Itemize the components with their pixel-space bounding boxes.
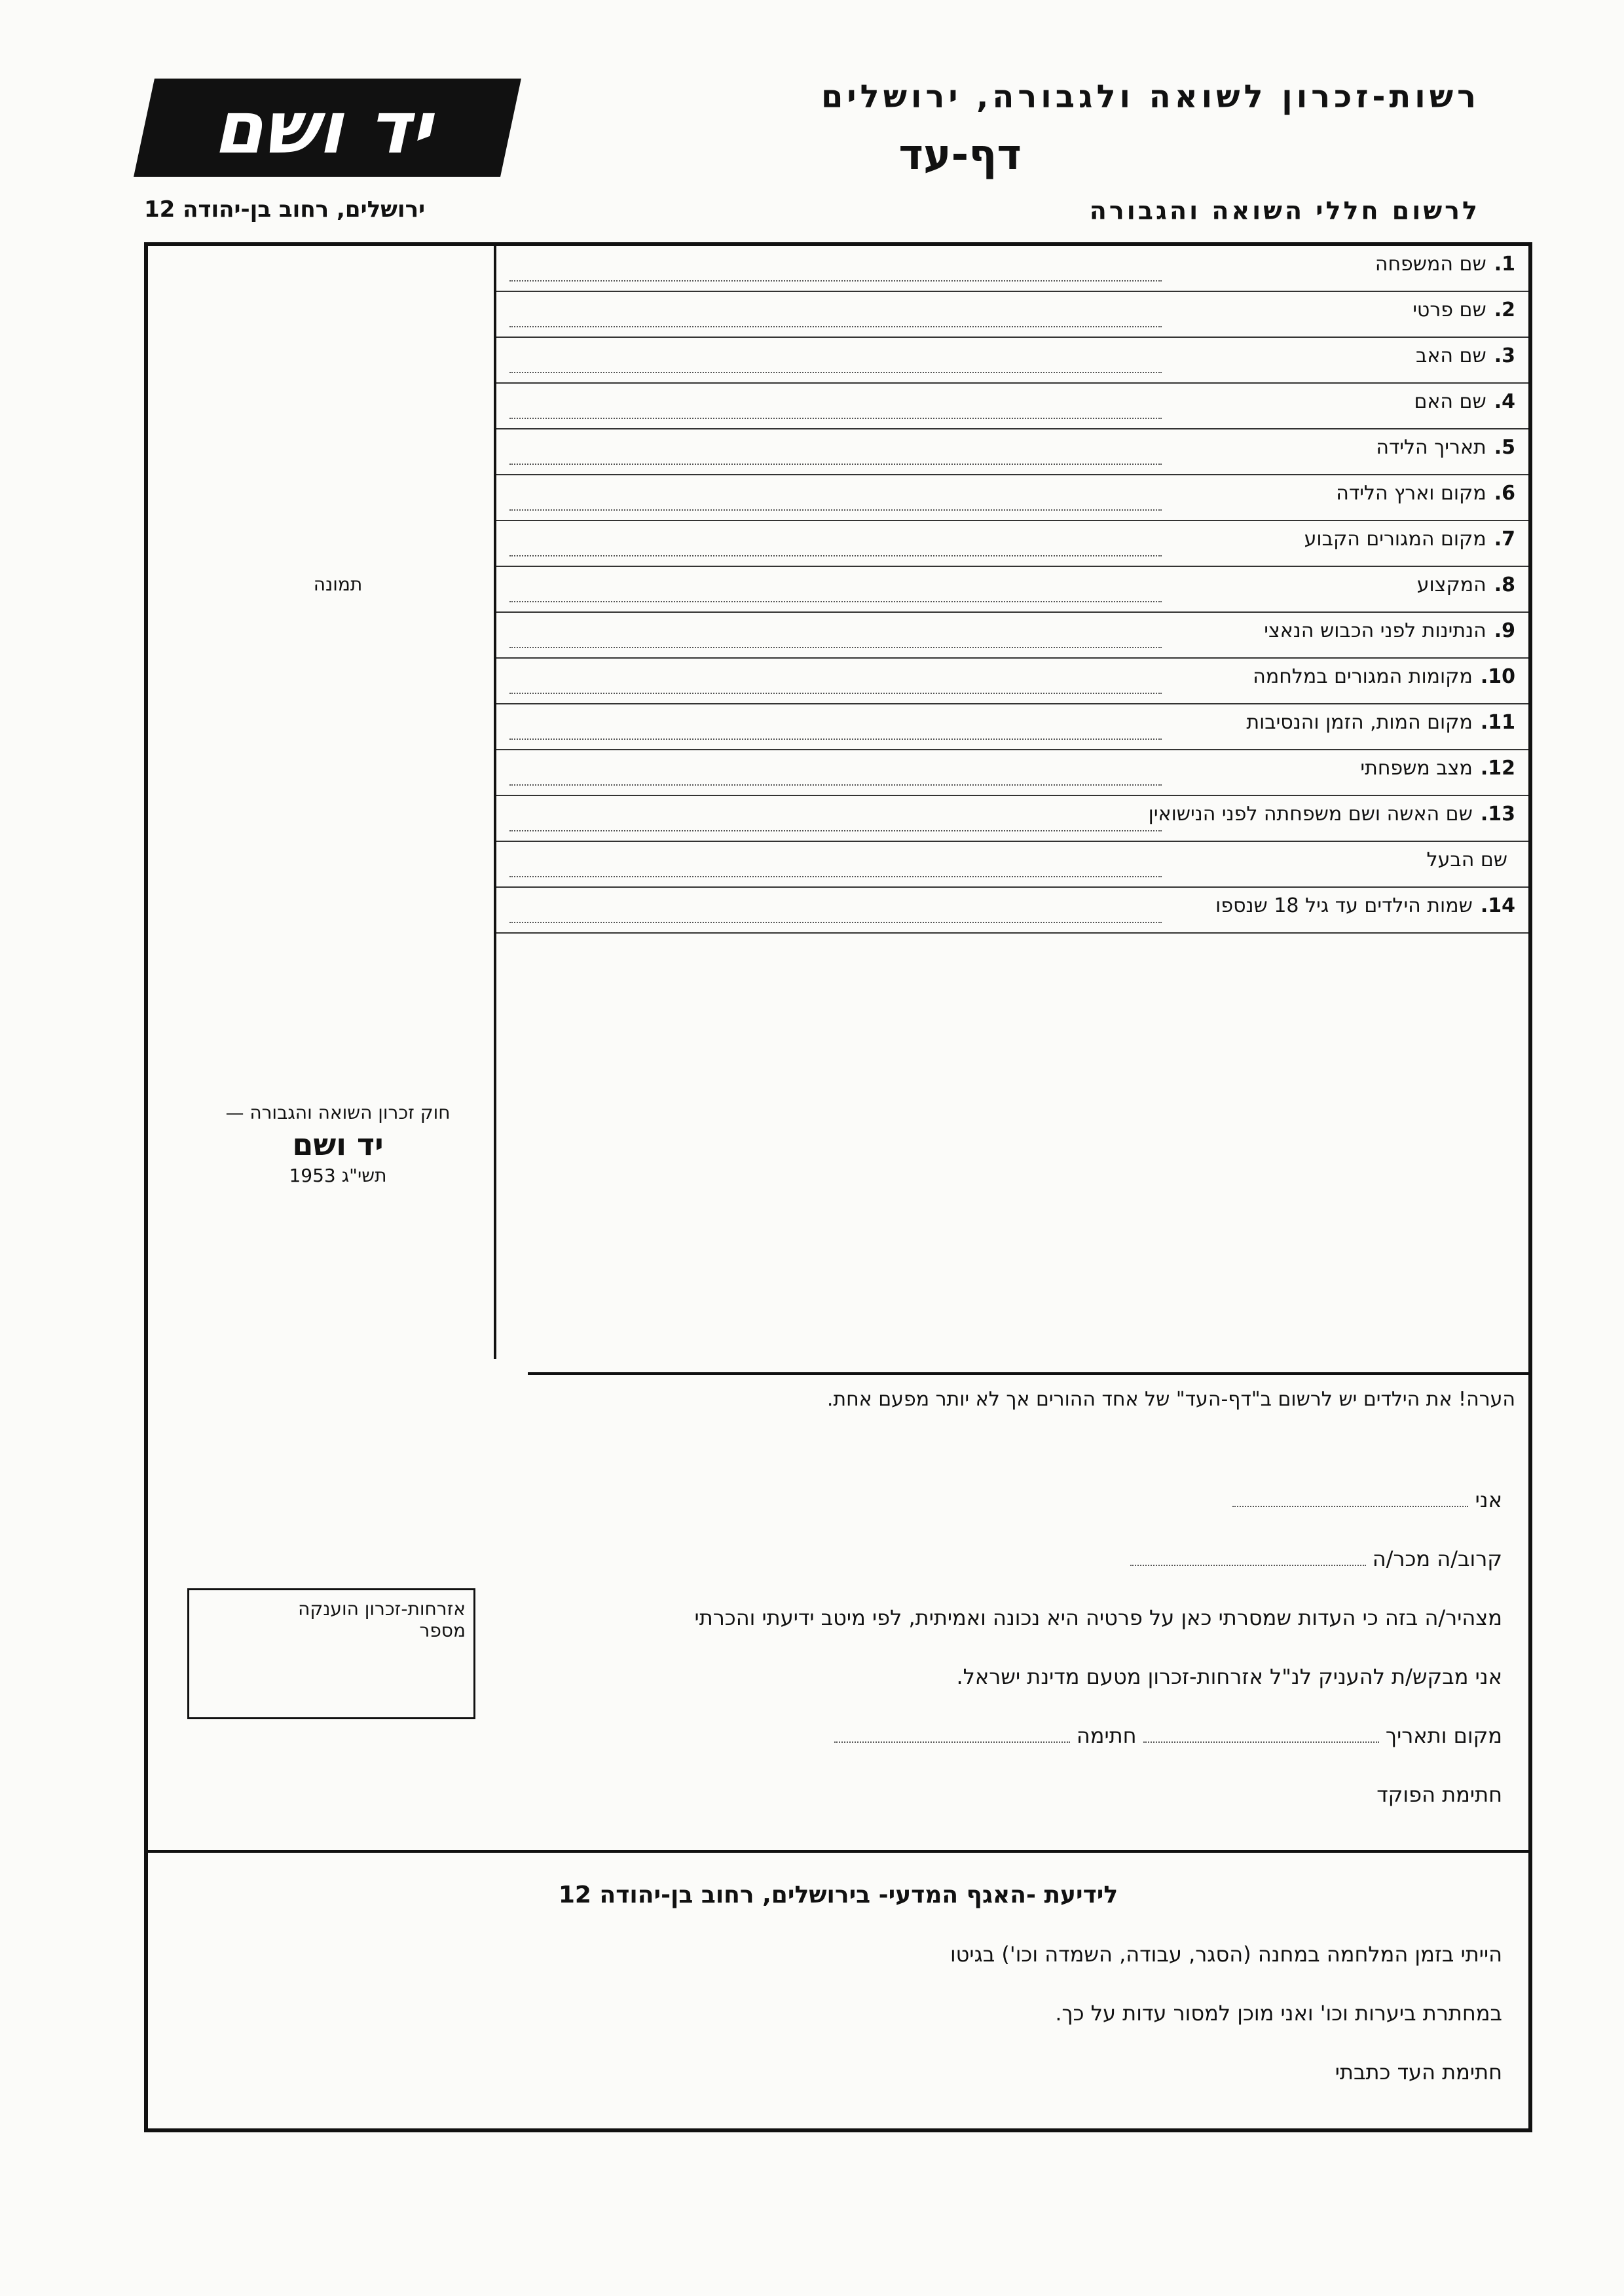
field-label: תאריך הלידה — [1376, 436, 1486, 459]
form-field — [496, 475, 1528, 521]
form-field — [496, 429, 1528, 475]
decl-gap — [834, 1741, 1070, 1743]
decl-line2: קרוב/ה מכר/ה — [1372, 1546, 1502, 1571]
decl-sign: חתימה — [1076, 1723, 1137, 1748]
info-line2: במחתרת ביערות וכו' ואני מוכן למסור עדות על כך. — [1055, 2001, 1502, 2026]
decl-line3: מצהיר/ה בזה כי העדות שמסרתי כאן על פרטיה היא נכונה ואמיתית, לפי מיטב ידיעתי והכרתי — [694, 1605, 1502, 1630]
field-label: שם האם — [1414, 390, 1486, 413]
field-label: שמות הילדים עד גיל 18 שנספו — [1215, 894, 1473, 917]
info-line1: הייתי בזמן המלחמה במחנה (הסגר, עבודה, השמדה וכו') בגיטו — [950, 1942, 1502, 1967]
address: ירושלים, רחוב בן-יהודה 12 — [144, 196, 426, 223]
form-field — [496, 567, 1528, 613]
field-number: 11. — [1480, 711, 1515, 734]
field-blank — [509, 693, 1162, 694]
field-blank — [509, 647, 1162, 648]
info-head: לידיעת -האגף המדעי- בירושלים, רחוב בן-יהודה 12 — [558, 1882, 1118, 1908]
decl-gap — [1130, 1565, 1366, 1566]
decl-line1: אני — [1475, 1487, 1502, 1512]
field-blank — [509, 555, 1162, 556]
field-blank — [509, 509, 1162, 511]
citizenship-box — [187, 1588, 475, 1719]
note: הערה! את הילדים יש לרשום ב"דף-העד" של אחד ההורים אך לא יותר מפעם אחת. — [528, 1372, 1528, 1424]
field-blank — [509, 418, 1162, 419]
field-number: 13. — [1480, 803, 1515, 826]
form-field — [496, 521, 1528, 567]
org-name: רשות-זכרון לשואה ולגבורה, ירושלים — [821, 79, 1480, 115]
field-label: מקום המות, הזמן והנסיבות — [1246, 711, 1473, 734]
form-subtitle: לרשום חללי השואה והגבורה — [1089, 196, 1480, 225]
field-blank — [509, 464, 1162, 465]
field-number: 9. — [1494, 619, 1515, 642]
info-line3: חתימת העד כתבתי — [1335, 2060, 1502, 2085]
field-number: 12. — [1480, 757, 1515, 780]
form-field — [496, 659, 1528, 704]
field-label: שם המשפחה — [1375, 253, 1486, 276]
law-seal: יד ושם — [292, 1127, 384, 1162]
info-section — [148, 1850, 1528, 2115]
field-number: 6. — [1494, 482, 1515, 505]
decl-gap — [1143, 1741, 1379, 1743]
field-number: 4. — [1494, 390, 1515, 413]
box-number: מספר — [419, 1620, 466, 1641]
form-field — [496, 888, 1528, 934]
form-field — [496, 842, 1528, 888]
field-blank — [509, 601, 1162, 602]
law-year: תשי"ג 1953 — [289, 1165, 387, 1186]
form-field — [496, 613, 1528, 659]
form-field — [496, 338, 1528, 384]
side-column — [148, 246, 528, 1359]
decl-line4: אני מבקש/ת להעניק לנ"ל אזרחות-זכרון מטעם מדינת ישראל. — [956, 1664, 1502, 1689]
field-label: המקצוע — [1416, 574, 1486, 596]
decl-gap — [1232, 1506, 1468, 1507]
field-label: הנתינות לפני הכבוש הנאצי — [1264, 619, 1486, 642]
field-blank — [509, 738, 1162, 740]
decl-line5: מקום ותאריך — [1385, 1723, 1502, 1748]
field-label: שם הבעל — [1426, 848, 1507, 871]
form-field — [496, 384, 1528, 429]
field-blank — [509, 372, 1162, 373]
field-label: מצב משפחתי — [1360, 757, 1473, 780]
field-blank — [509, 876, 1162, 877]
form-title: דף-עד — [898, 131, 1022, 179]
page-header — [144, 52, 1480, 223]
field-number: 5. — [1494, 436, 1515, 459]
form-frame — [144, 242, 1532, 2132]
field-number: 8. — [1494, 574, 1515, 596]
field-number: 3. — [1494, 344, 1515, 367]
field-label: מקומות המגורים במלחמה — [1253, 665, 1473, 688]
fields-column — [494, 246, 1528, 1359]
law-block — [161, 1097, 515, 1192]
field-number: 10. — [1480, 665, 1515, 688]
field-label: שם פרטי — [1412, 299, 1486, 321]
field-number: 7. — [1494, 528, 1515, 551]
field-label: שם האב — [1416, 344, 1486, 367]
field-label: מקום המגורים הקבוע — [1304, 528, 1486, 551]
field-number: 1. — [1494, 253, 1515, 276]
field-number: 14. — [1480, 894, 1515, 917]
decl-officer: חתימת הפוקד — [1376, 1782, 1502, 1807]
box-title: אזרחות-זכרון הוענקה — [298, 1598, 466, 1620]
field-blank — [509, 280, 1162, 282]
form-field — [496, 704, 1528, 750]
form-field — [496, 292, 1528, 338]
field-blank — [509, 326, 1162, 327]
law-title: חוק זכרון השואה והגבורה — — [225, 1102, 451, 1123]
field-blank — [509, 830, 1162, 831]
field-label: מקום וארץ הלידה — [1336, 482, 1486, 505]
form-field — [496, 246, 1528, 292]
field-number: 2. — [1494, 299, 1515, 321]
yad-vashem-logo: יד ושם — [134, 79, 521, 177]
form-field — [496, 750, 1528, 796]
field-blank — [509, 784, 1162, 786]
photo-label: תמונה — [313, 574, 363, 595]
field-blank — [509, 922, 1162, 923]
form-field — [496, 796, 1528, 842]
field-label: שם האשה ושם משפחתה לפני הנישואין — [1148, 803, 1473, 826]
